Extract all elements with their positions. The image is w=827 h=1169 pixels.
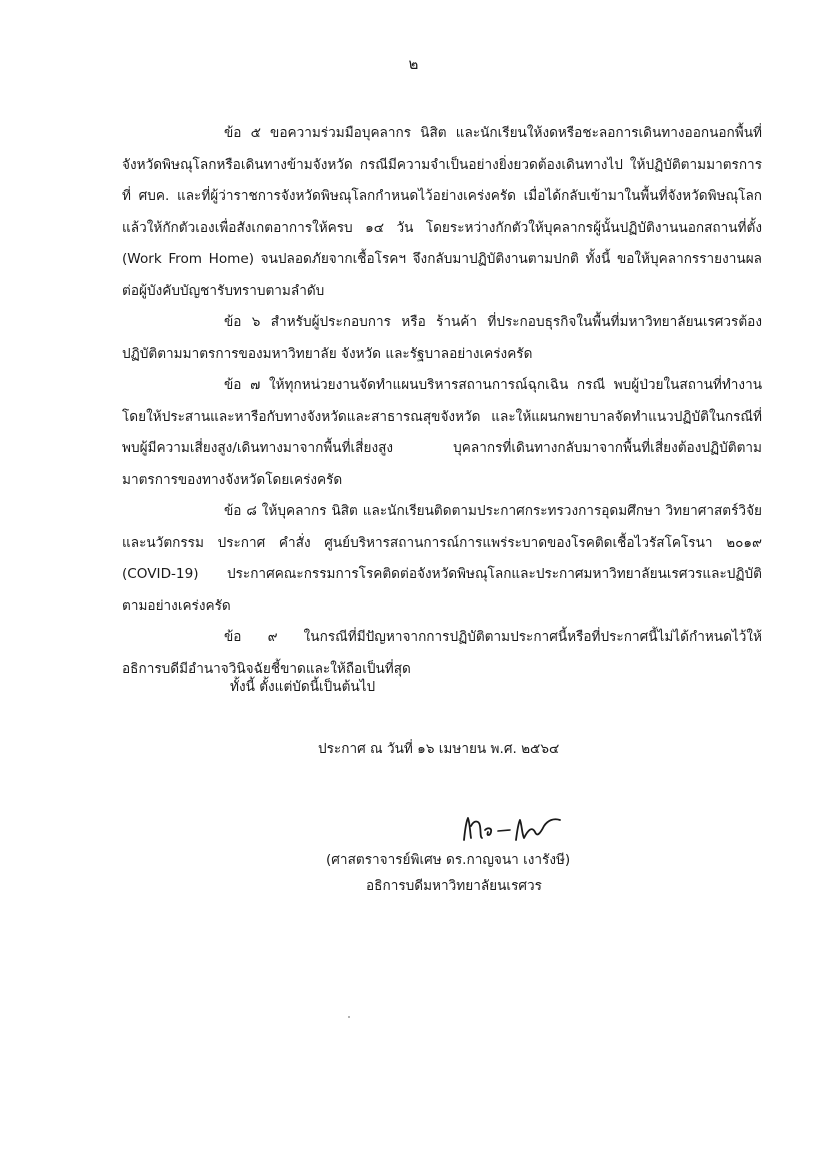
clause-5 — [122, 118, 762, 307]
scan-speck — [348, 1016, 350, 1018]
clause-text: ข้อ ๖ สำหรับผู้ประกอบการ หรือ ร้านค้า ที่ประกอบธุรกิจในพื้นที่มหาวิทยาลัยนเรศวรต้องปฏิบัติตามมาตรการของมหาวิทยาลัย จังหวัด และรัฐบาลอย่างเคร่งครัด — [122, 314, 762, 362]
handwritten-signature — [458, 810, 568, 846]
effective-statement: ทั้งนี้ ตั้งแต่บัดนี้เป็นต้นไป — [230, 679, 376, 695]
page-number: ๒ — [408, 55, 419, 73]
clause-7 — [122, 370, 762, 496]
signer-name: (ศาสตราจารย์พิเศษ ดร.กาญจนา เงารังษี) — [326, 852, 571, 868]
clause-text: ข้อ ๗ ให้ทุกหน่วยงานจัดทำแผนบริหารสถานการณ์ฉุกเฉิน กรณี พบผู้ป่วยในสถานที่ทำงานโดยให้ประสานและหารือกับทางจังหวัดและสาธารณสุขจังหวัด และให้แผนกพยาบาลจัดทำแนวปฏิบัติในกรณีที่พบผู้มีความเสี่ยงสูง/เดินทางมาจากพื้นที่เสี่ยงสูง บุคลากรที่เดินทางกลับมาจากพื้นที่เสี่ยงต้องปฏิบัติตามมาตรการของทางจังหวัดโดยเคร่งครัด — [122, 377, 762, 488]
clause-text: ข้อ ๘ ให้บุคลากร นิสิต และนักเรียนติดตามประกาศกระทรวงการอุดมศึกษา วิทยาศาสตร์วิจัยและนวัตกรรม ประกาศ คำสั่ง ศูนย์บริหารสถานการณ์การแพร่ระบาดของโรคติดเชื้อไวรัสโคโรนา ๒๐๑๙ (COVID-19) ประกาศคณะกรรมการโรคติดต่อจังหวัดพิษณุโลกและประกาศมหาวิทยาลัยนเรศวรและปฏิบัติตามอย่างเคร่งครัด — [122, 503, 762, 614]
clause-8 — [122, 496, 762, 622]
signer-title: อธิการบดีมหาวิทยาลัยนเรศวร — [366, 878, 542, 894]
announcement-date: ประกาศ ณ วันที่ ๑๖ เมษายน พ.ศ. ๒๕๖๔ — [318, 741, 560, 757]
announcement-body — [122, 118, 762, 685]
clause-text: ข้อ ๕ ขอความร่วมมือบุคลากร นิสิต และนักเรียนให้งดหรือชะลอการเดินทางออกนอกพื้นที่จังหวัดพิษณุโลกหรือเดินทางข้ามจังหวัด กรณีมีความจำเป็นอย่างยิ่งยวดต้องเดินทางไป ให้ปฏิบัติตามมาตรการที่ ศบค. และที่ผู้ว่าราชการจังหวัดพิษณุโลกกำหนดไว้อย่างเคร่งครัด เมื่อได้กลับเข้ามาในพื้นที่จังหวัดพิษณุโลกแล้วให้กักตัวเองเพื่อสังเกตอาการให้ครบ ๑๔ วัน โดยระหว่างกักตัวให้บุคลากรผู้นั้นปฏิบัติงานนอกสถานที่ตั้ง (Work From Home) จนปลอดภัยจากเชื้อโรคฯ จึงกลับมาปฏิบัติงานตามปกติ ทั้งนี้ ขอให้บุคลากรรายงานผลต่อผู้บังคับบัญชารับทราบตามลำดับ — [122, 125, 762, 299]
clause-text: ข้อ ๙ ในกรณีที่มีปัญหาจากการปฏิบัติตามประกาศนี้หรือที่ประกาศนี้ไม่ได้กำหนดไว้ให้อธิการบดีมีอำนาจวินิจฉัยชี้ขาดและให้ถือเป็นที่สุด — [122, 629, 762, 677]
clause-9 — [122, 622, 762, 685]
clause-6 — [122, 307, 762, 370]
